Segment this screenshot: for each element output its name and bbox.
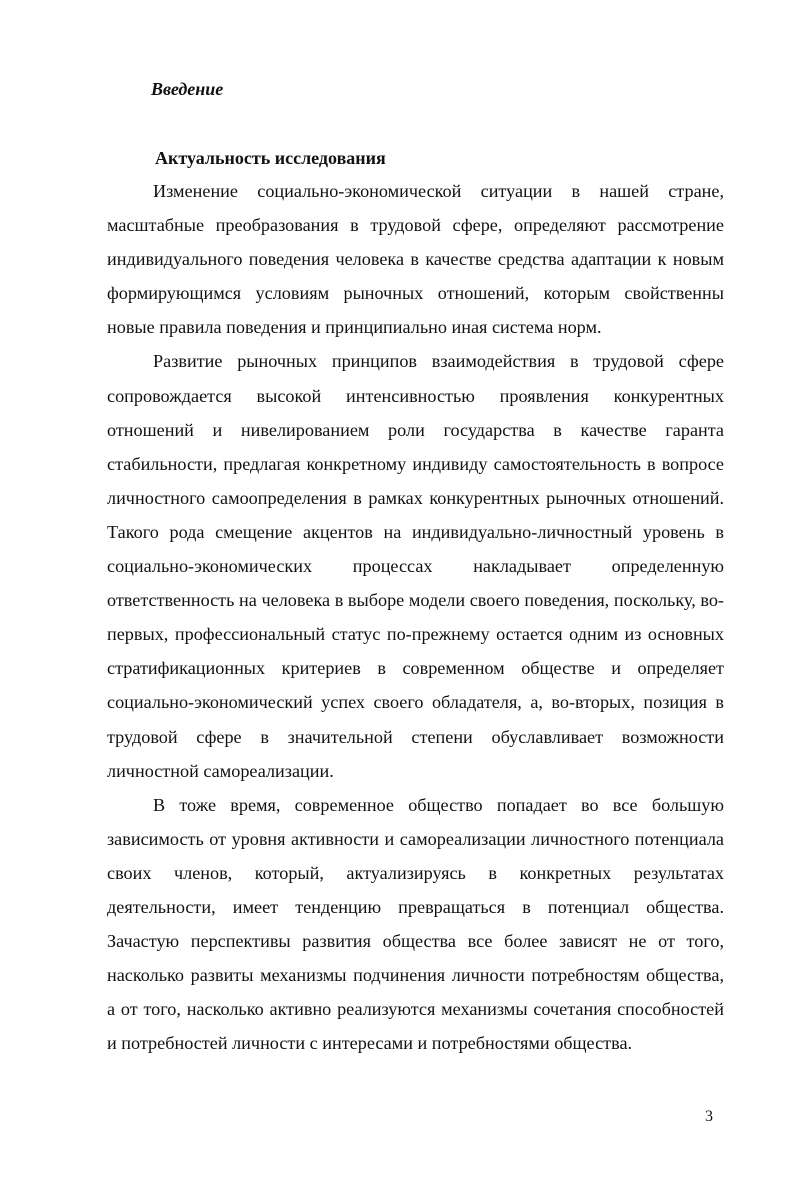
paragraph: Развитие рыночных принципов взаимодействия в трудовой сфере сопровождается высокой интенсивностью проявления конкурентных отношений и нивелированием роли государства в качестве гаранта стабильности, предлагая конкретному индивиду самостоятельность в вопросе личностного самоопределения в рамках конкурентных рыночных отношений. Такого рода смещение акцентов на индивидуально-личностный уровень в социально-экономических процессах накладывает определенную ответственность на человека в выборе модели своего поведения, поскольку, во-первых, профессиональный статус по-прежнему остается одним из основных стратификационных критериев в современном обществе и определяет социально-экономический успех своего обладателя, а, во-вторых, позиция в трудовой сфере в значительной степени обуславливает возможности личностной самореализации. [107, 351, 724, 781]
page-number: 3 [705, 1108, 713, 1125]
paragraph: Изменение социально-экономической ситуации в нашей стране, масштабные преобразования в трудовой сфере, определяют рассмотрение индивидуального поведения человека в качестве средства адаптации к новым формирующимся условиям рыночных отношений, которым свойственны новые правила поведения и принципиально иная система норм. [107, 181, 724, 338]
body-text [107, 174, 724, 1060]
section-heading: Введение [151, 79, 224, 99]
section-subheading: Актуальность исследования [155, 148, 386, 168]
paragraph: В тоже время, современное общество попадает во все большую зависимость от уровня активности и самореализации личностного потенциала своих членов, который, актуализируясь в конкретных результатах деятельности, имеет тенденцию превращаться в потенциал общества. Зачастую перспективы развития общества все более зависят не от того, насколько развиты механизмы подчинения личности потребностям общества, а от того, насколько активно реализуются механизмы сочетания способностей и потребностей личности с интересами и потребностями общества. [107, 794, 724, 1054]
